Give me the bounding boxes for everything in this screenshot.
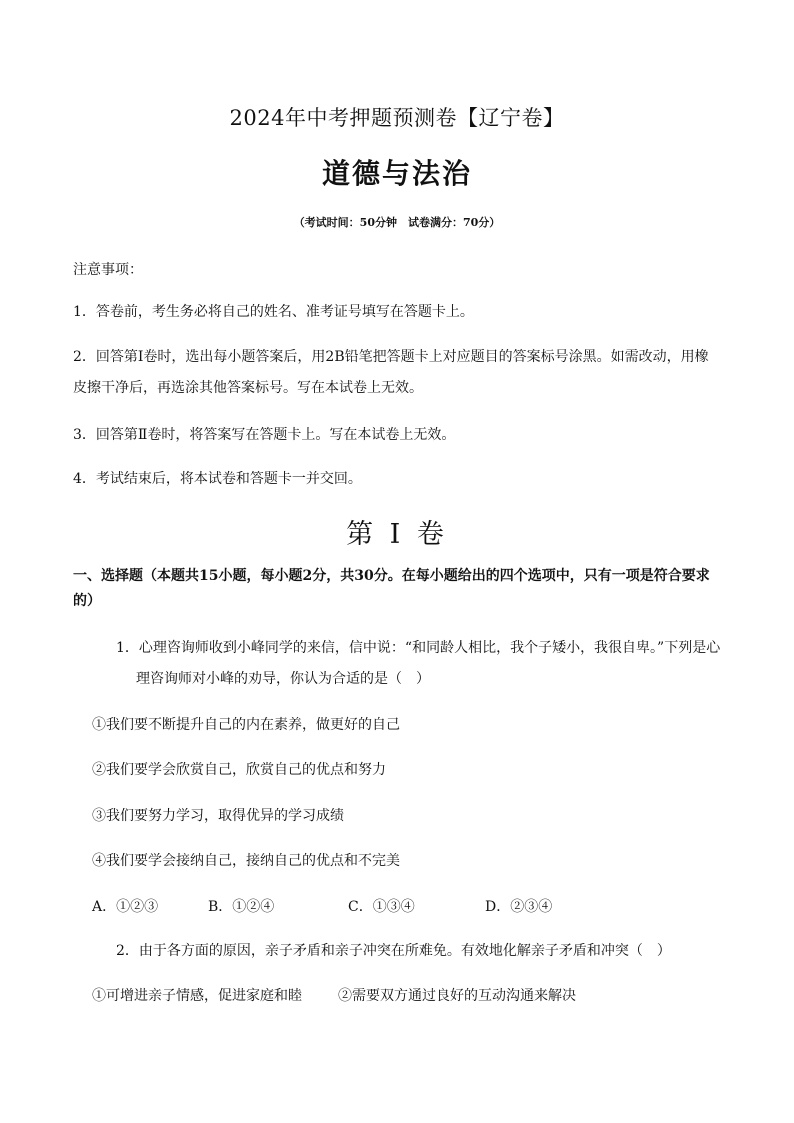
volume-heading: 第 I 卷 xyxy=(346,519,448,550)
option-d[interactable]: D．②③④ xyxy=(485,899,553,915)
option-b[interactable]: B．①②④ xyxy=(208,899,275,915)
question-2-statement-1: ①可增进亲子情感，促进家庭和睦 xyxy=(92,988,302,1004)
option-c[interactable]: C．①③④ xyxy=(348,899,415,915)
section-instruction-line1: 一、选择题（本题共15小题，每小题2分，共30分。在每小题给出的四个选项中，只有一项是符合要求 xyxy=(73,568,710,584)
question-1-statement-2: ②我们要学会欣赏自己，欣赏自己的优点和努力 xyxy=(92,762,386,778)
notice-item-2-line2: 皮擦干净后，再选涂其他答案标号。写在本试卷上无效。 xyxy=(73,380,423,396)
exam-title: 2024年中考押题预测卷【辽宁卷】 xyxy=(229,106,565,130)
subject-title: 道德与法治 xyxy=(321,157,472,190)
notice-item-4: 4．考试结束后，将本试卷和答题卡一并交回。 xyxy=(73,471,362,487)
question-1-stem-line1: 1．心理咨询师收到小峰同学的来信，信中说：“和同龄人相比，我个子矮小，我很自卑。”下列是心 xyxy=(116,640,721,656)
question-1-statement-3: ③我们要努力学习，取得优异的学习成绩 xyxy=(92,808,344,824)
notice-heading: 注意事项： xyxy=(73,262,143,278)
question-1-statement-1: ①我们要不断提升自己的内在素养，做更好的自己 xyxy=(92,717,400,733)
question-2-statement-2: ②需要双方通过良好的互动沟通来解决 xyxy=(338,988,576,1004)
question-2-stem: 2．由于各方面的原因，亲子矛盾和亲子冲突在所难免。有效地化解亲子矛盾和冲突（ ） xyxy=(116,943,671,959)
question-1-stem-line2: 理咨询师对小峰的劝导，你认为合适的是（ ） xyxy=(136,671,430,687)
notice-item-3: 3．回答第Ⅱ卷时，将答案写在答题卡上。写在本试卷上无效。 xyxy=(73,427,456,443)
question-1-statement-4: ④我们要学会接纳自己，接纳自己的优点和不完美 xyxy=(92,853,400,869)
notice-item-1: 1．答卷前，考生务必将自己的姓名、准考证号填写在答题卡上。 xyxy=(73,304,474,320)
section-instruction-line2: 的） xyxy=(73,593,101,609)
option-a[interactable]: A．①②③ xyxy=(92,899,159,915)
exam-info: （考试时间：50分钟 试卷满分：70分） xyxy=(293,216,501,229)
notice-item-2-line1: 2．回答第Ⅰ卷时，选出每小题答案后，用2B铅笔把答题卡上对应题目的答案标号涂黑。如需改动，用橡 xyxy=(73,349,709,365)
question-1-options xyxy=(92,896,652,918)
